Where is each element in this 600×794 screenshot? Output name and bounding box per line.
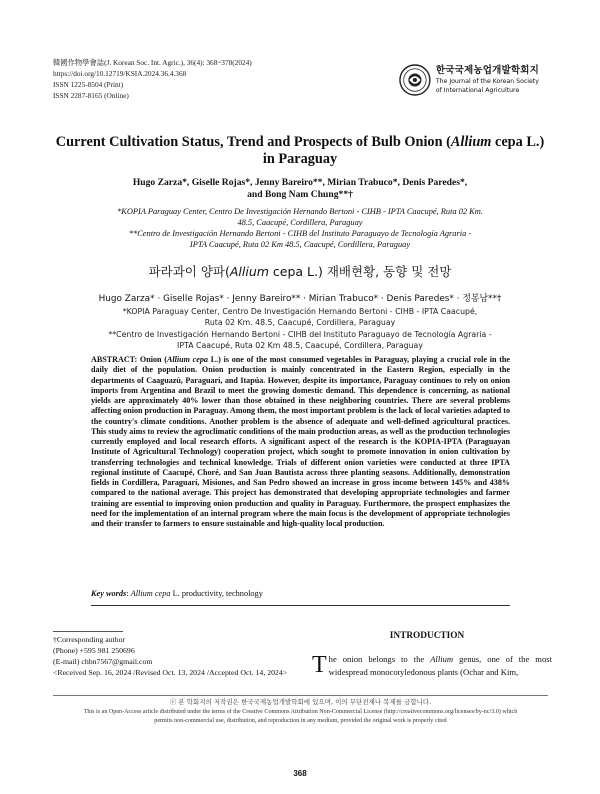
ko-affil-1-line-2: Ruta 02 Km. 48.5, Caacupé, Cordillera, Paraguay [204,317,396,327]
copyright-ko: ⓒ 본 학회지의 저작권은 한국국제농업개발학회에 있으며, 이의 무단전재나 복제를 금합니다. [169,698,432,706]
journal-citation: 韓國作物學會誌(J. Korean Soc. Int. Agric.), 36(4): 368~378(2024) [53,58,252,67]
ko-title-italic: Allium [229,264,269,279]
corresponding-label: †Corresponding author [53,635,126,644]
society-seal-icon [399,63,431,97]
society-name-ko: 한국국제농업개발학회지 [435,64,539,76]
keywords [91,589,510,598]
license-line-2: permits non-commercial use, distribution, and reproduction in any medium, provided the original work is properly cited [154,718,447,724]
doi-link[interactable]: https://doi.org/10.12719/KSIA.2024.36.4.368 [53,69,187,78]
author-list [100,177,500,201]
ko-title-post: cepa L.) 재배현황, 동향 및 전망 [268,264,452,279]
title-part-2: cepa L.) [491,134,545,150]
intro-italic: Allium [430,654,454,664]
society-name-en-2: of International Agriculture [435,86,520,94]
abstract-divider [91,605,510,606]
keywords-label: Key words [91,589,127,598]
society-name [436,66,539,95]
ko-affil-1-line-1: *KOPIA Paraguay Center, Centro De Investigación Hernando Bertoni - CIHB - IPTA Caacupé, [122,307,478,316]
abstract-italic: Allium cepa [166,355,208,364]
title-italic: Allium [450,134,492,150]
introduction-heading: INTRODUCTION [389,631,465,641]
society-name-en-1: The Journal of the Korean Society [435,77,539,85]
korean-affiliation-block [40,307,560,353]
issn-print: ISSN 1225-8504 (Print) [53,80,124,89]
korean-authors: Hugo Zarza* · Giselle Rojas* · Jenny Bareiro** · Mirian Trabuco* · Denis Paredes* · 정봉남**† [98,294,502,304]
corresponding-phone: (Phone) +595 981 250696 [53,646,135,655]
authors-line-2: and Bong Nam Chung**† [247,189,353,200]
journal-header [53,57,252,101]
paper-title [50,134,550,168]
affiliation-2-line-2: IPTA Caacupé, Ruta 02 Km 48.5, Caacupé, Cordillera, Paraguay [189,240,411,249]
intro-post: genus, one of the most widespread monocotyledonous plants (Ochar and Kim, [328,654,552,677]
corresponding-author [53,634,287,678]
introduction-paragraph [312,653,552,678]
issn-online: ISSN 2287-8165 (Online) [53,91,129,100]
ko-affil-2-line-1: **Centro de Investigación Hernando Bertoni - CIHB del Instituto Paraguayo de Tecnología Agraria - [108,330,492,339]
abstract [91,355,510,529]
keywords-sep: : [126,589,131,598]
footnote-divider [53,631,123,632]
title-line-2: in Paraguay [262,151,338,167]
copyright-footer [53,698,548,727]
intro-pre: he onion belongs to the [328,654,431,664]
title-part-1: Current Cultivation Status, Trend and Prospects of Bulb Onion ( [55,134,451,150]
received-dates: <Received Sep. 16, 2024 /Revised Oct. 13, 2024 /Accepted Oct. 14, 2024> [53,668,288,677]
abstract-lead: Onion ( [137,355,167,364]
korean-title [60,264,540,279]
affiliation-1-line-2: 48.5, Caacupé, Cordillera, Paraguay [237,218,363,227]
keywords-italic: Allium cepa [130,589,171,598]
page-number: 368 [293,769,307,778]
abstract-text: L.) is one of the most consumed vegetables in Paraguay, playing a crucial role in the daily diet of the population. Onion production is mainly concentrated in the Eastern Region, especially in the departments of Caaguazú, Paraguarí, and Itapúa. However, despite its importance, Paraguay continues to rely on onion imports from Argentina and Brazil to meet the growing domestic demand. This dependence is concerning, as national yields are approximately 40% lower than those obtained in these neighboring countries. There are several problems affecting onion production in Paraguay. Among them, the most important problem is the lack of local varieties adapted to the country's climate conditions. Another problem is the absence of adequate and well-defined agricultural practices. This study aims to review the agroclimatic conditions of the main production areas, as well as the production technologies currently employed and local research efforts. A significant aspect of the research is the KOPIA-IPTA (Paraguayan Institute of Agricultural Technology) cooperation project, which sought to promote innovation in onion cultivation by transferring technologies and technical knowledge. Trials of different onion varieties were conducted at three IPTA regional institute of Caacupé, Choré, and San Juan Bautista across three planting seasons. Additionally, demonstration fields in Cordillera, Paraguarí, Misiones, and San Pedro showed an increase in gross income between 145% and 438% compared to the national average. This project has demonstrated that developing appropriate technologies and farmer training are essential to improving onion production and quality in Paraguay. Furthermore, the prospect emphasizes the need for the implementation of an internal program where the main focus is the development of appropriate technologies and their transfer to farmers to ensure sustainable and high-quality local production. [91,355,510,528]
authors-line-1: Hugo Zarza*, Giselle Rojas*, Jenny Bareiro**, Mirian Trabuco*, Denis Paredes*, [132,177,468,188]
abstract-label: ABSTRACT: [91,355,138,364]
footer-divider [53,695,548,696]
affiliation-1-line-1: *KOPIA Paraguay Center, Centro De Investigación Hernando Bertoni - CIHB - IPTA Caacupé, Ruta 02 Km. [117,207,483,216]
affiliations [70,206,530,250]
affiliation-2-line-1: **Centro de Investigación Hernando Bertoni - CIHB del Instituto Paraguayo de Tecnología Agraria - [128,229,472,238]
license-line-1: This is an Open-Access article distributed under the terms of the Creative Commons Attribution Non-Commercial License (http://creativecommons.org/licenses/by-nc/3.0) which [83,708,518,715]
corresponding-email[interactable]: (E-mail) chbn7567@gmail.com [53,657,153,666]
ko-title-pre: 파라과이 양파( [148,264,230,279]
ko-affil-2-line-2: IPTA Caacupé, Ruta 02 Km 48.5, Caacupé, Cordillera, Paraguay [177,340,423,350]
society-logo [399,60,539,100]
keywords-rest: L. productivity, technology [170,589,263,598]
dropcap: T [312,652,327,678]
